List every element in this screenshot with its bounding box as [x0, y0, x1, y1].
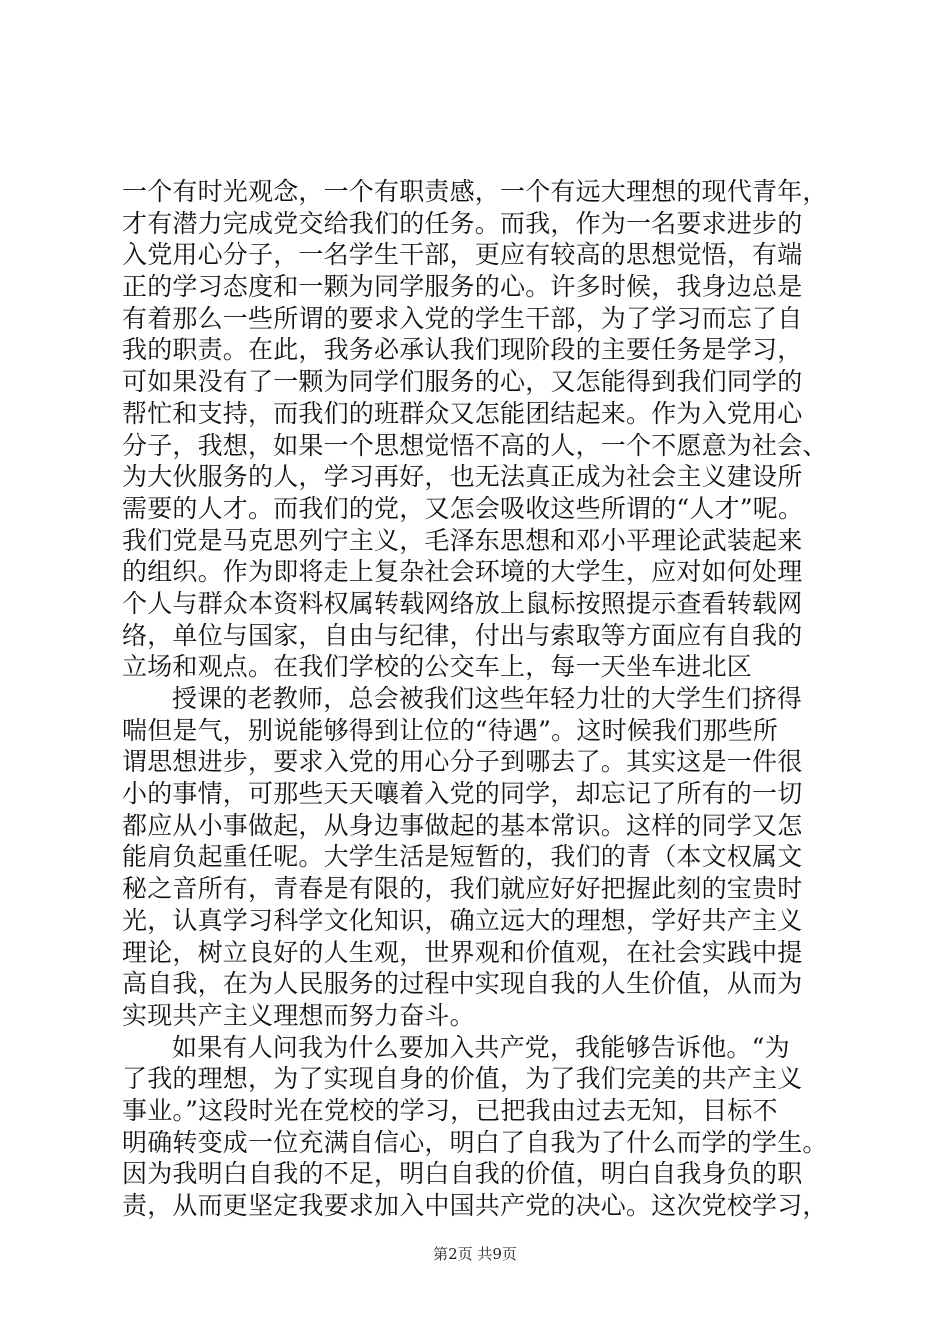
text-line: 都应从小事做起，从身边事做起的基本常识。这样的同学又怎 — [122, 810, 803, 840]
text-line: 可如果没有了一颗为同学们服务的心，又怎能得到我们同学的 — [122, 367, 803, 397]
text-line: 如果有人问我为什么要加入共产党，我能够告诉他。“为 — [172, 1032, 790, 1062]
text-line: 立场和观点。在我们学校的公交车上，每一天坐车进北区 — [122, 652, 753, 682]
text-line: 入党用心分子，一名学生干部，更应有较高的思想觉悟，有端 — [122, 240, 803, 270]
text-line: 明确转变成一位充满自信心，明白了自我为了什么而学的学生。 — [122, 1127, 828, 1157]
text-line: 我们党是马克思列宁主义，毛泽东思想和邓小平理论武装起来 — [122, 525, 803, 555]
text-line: 实现共产主义理想而努力奋斗。 — [122, 1000, 475, 1030]
text-line: 授课的老教师，总会被我们这些年轻力壮的大学生们挤得 — [172, 684, 803, 713]
text-line: 谓思想进步，要求入党的用心分子到哪去了。其实这是一件很 — [122, 747, 803, 777]
body-text — [122, 176, 834, 1222]
text-line: 我的职责。在此，我务必承认我们现阶段的主要任务是学习， — [122, 335, 803, 365]
text-line: 个人与群众本资料权属转载网络放上鼠标按照提示查看转载网 — [122, 588, 803, 618]
text-line: 能肩负起重任呢。大学生活是短暂的，我们的青（本文权属文 — [122, 842, 803, 872]
text-line: 了我的理想，为了实现自身的价值，为了我们完美的共产主义 — [122, 1064, 803, 1094]
text-line: 小的事情，可那些天天嚷着入党的同学，却忘记了所有的一切 — [122, 779, 803, 809]
text-line: 为大伙服务的人，学习再好，也无法真正成为社会主义建设所 — [122, 462, 803, 492]
text-line: 秘之音所有，青春是有限的，我们就应好好把握此刻的宝贵时 — [122, 874, 803, 904]
text-line: 一个有时光观念，一个有职责感，一个有远大理想的现代青年， — [122, 177, 828, 206]
text-line: 光，认真学习科学文化知识，确立远大的理想，学好共产主义 — [122, 905, 803, 935]
text-line: 理论，树立良好的人生观，世界观和价值观，在社会实践中提 — [122, 937, 803, 967]
text-line: 需要的人才。而我们的党，又怎会吸收这些所谓的“人才”呢。 — [122, 493, 804, 523]
text-line: 因为我明白自我的不足，明白自我的价值，明白自我身负的职 — [122, 1159, 803, 1189]
text-line: 正的学习态度和一颗为同学服务的心。许多时候，我身边总是 — [122, 272, 803, 302]
text-line: 分子，我想，如果一个思想觉悟不高的人，一个不愿意为社会、 — [122, 430, 828, 460]
text-line: 络，单位与国家，自由与纪律，付出与索取等方面应有自我的 — [122, 620, 803, 650]
text-line: 的组织。作为即将走上复杂社会环境的大学生，应对如何处理 — [122, 557, 803, 587]
text-line: 责，从而更坚定我要求加入中国共产党的决心。这次党校学习， — [122, 1191, 828, 1220]
text-line: 事业。”这段时光在党校的学习，已把我由过去无知，目标不 — [122, 1095, 778, 1125]
text-line: 才有潜力完成党交给我们的任务。而我，作为一名要求进步的 — [122, 208, 803, 238]
page-footer: 第2页 共9页 — [433, 1245, 517, 1263]
text-line: 高自我，在为人民服务的过程中实现自我的人生价值，从而为 — [122, 969, 803, 999]
text-line: 帮忙和支持，而我们的班群众又怎能团结起来。作为入党用心 — [122, 398, 803, 428]
text-line: 有着那么一些所谓的要求入党的学生干部，为了学习而忘了自 — [122, 303, 803, 333]
text-line: 喘但是气，别说能够得到让位的“待遇”。这时候我们那些所 — [122, 715, 778, 745]
